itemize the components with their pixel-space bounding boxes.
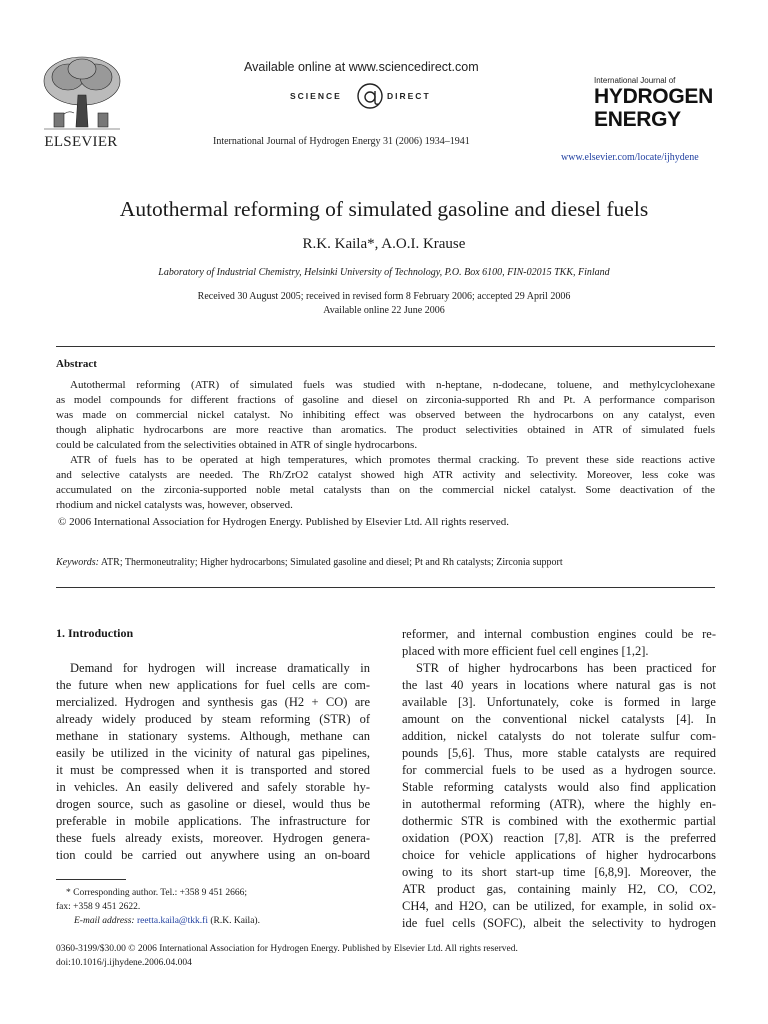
right-column-line: owing to its short start-up time [6,8,9]. Moreover, the (402, 865, 716, 879)
left-column-line: it must be compressed when it is transported and stored (56, 763, 370, 777)
available-online-notice[interactable]: Available online at www.sciencedirect.com (244, 60, 479, 74)
copyright-line: © 2006 International Association for Hydrogen Energy. Published by Elsevier Ltd. All rights reserved. (58, 516, 510, 528)
received-dates: Received 30 August 2005; received in revised form 8 February 2006; accepted 29 April 2006 (197, 291, 571, 302)
abstract-line: Autothermal reforming (ATR) of simulated fuels was studied with n-heptane, n-dodecane, toluene, and methylcyclohexane (70, 379, 715, 391)
section-heading: 1. Introduction (56, 626, 134, 640)
elsevier-tree-icon (40, 55, 124, 133)
right-column-line: the last 40 years in locations where natural gas is not (402, 678, 716, 692)
right-column-line: ide fuel cells (SOFC), albeit the selectivity to hydrogen (402, 916, 716, 930)
right-column-line: available [3]. Unfortunately, coke is formed in large (402, 695, 716, 709)
footnote-line: fax: +358 9 451 2622. (56, 902, 141, 912)
right-column-line: reformer, and internal combustion engines could be re- (402, 627, 716, 641)
email-label: E-mail address: (74, 916, 135, 926)
journal-citation: International Journal of Hydrogen Energy 31 (2006) 1934–1941 (213, 136, 470, 147)
journal-logo-line1: HYDROGEN (594, 85, 713, 108)
right-column-line: placed with more efficient fuel cell engines [1,2]. (402, 644, 649, 658)
right-column-line: STR of higher hydrocarbons has been practiced for (416, 661, 716, 675)
abstract-top-rule (56, 346, 715, 347)
right-column-line: Stable reforming catalysts would also find application (402, 780, 716, 794)
left-column-line: methane in stationary systems. Although, methane can (56, 729, 370, 743)
journal-logo (594, 76, 724, 136)
abstract-heading: Abstract (56, 358, 97, 370)
author-affiliation: Laboratory of Industrial Chemistry, Helsinki University of Technology, P.O. Box 6100, FIN-02015 TKK, Finland (158, 267, 610, 278)
left-column-line: preferable in mobile applications. The infrastructure for (56, 814, 370, 828)
abstract-line: and selective catalysts are needed. The Rh/ZrO2 catalyst showed high ATR activity and selectivity. Moreover, less coke was (56, 469, 715, 481)
footnote-email (74, 914, 260, 928)
right-column-line: pounds [5,6]. Thus, more stable catalysts are required (402, 746, 716, 760)
abstract-line: could be calculated from the selectivities obtained in ATR of single hydrocarbons. (56, 439, 418, 451)
abstract-bottom-rule (56, 587, 715, 588)
left-column-line: drogen source, such as gasoline or diesel, would thus be (56, 797, 370, 811)
abstract-line: though aliphatic hydrocarbons are more reactive than aromatics. The product selectivities obtained in ATR of simulated fuels (56, 424, 715, 436)
article-authors: R.K. Kaila*, A.O.I. Krause (302, 236, 466, 252)
left-column-line: already widely produced by steam reforming (STR) of (56, 712, 370, 726)
email-link[interactable]: reetta.kaila@tkk.fi (136, 916, 208, 926)
abstract-line: was made on commercial nickel catalyst. No inhibiting effect was observed between the hydrocarbons on any catalyst, even (56, 409, 715, 421)
issn-copyright: 0360-3199/$30.00 © 2006 International Association for Hydrogen Energy. Published by Elsevier Ltd. All rights reserved. (56, 944, 518, 954)
sciencedirect-logo (290, 82, 450, 110)
right-column-line: choice for vehicle applications of higher hydrocarbons (402, 848, 716, 862)
abstract-line: as model compounds for different fractions of gasoline and diesel on zirconia-supported Rh and Pt. A performance comparison (56, 394, 715, 406)
journal-logo-line2: ENERGY (594, 108, 681, 131)
left-column-line: easily be utilized in the vicinity of natural gas pipelines, (56, 746, 370, 760)
sciencedirect-at-icon (356, 82, 384, 110)
left-column-line: tion could be carried out anywhere using an on-board (56, 848, 370, 862)
footnote-line: * Corresponding author. Tel.: +358 9 451 2666; (66, 888, 248, 898)
right-column-line: CH4, and H2O, can be utilized, for example, in solid ox- (402, 899, 716, 913)
elsevier-logo (26, 55, 136, 153)
available-online-date: Available online 22 June 2006 (323, 305, 445, 316)
left-column-line: the future when new applications for fuel cells are com- (56, 678, 370, 692)
keywords-list: ATR; Thermoneutrality; Higher hydrocarbons; Simulated gasoline and diesel; Pt and Rh catalysts; Zirconia support (100, 557, 563, 568)
right-column-line: ATR product gas, containing mainly H2, CO, CO2, (402, 882, 716, 896)
right-column-line: in autothermal reforming (ATR), where the highly en- (402, 797, 716, 811)
right-column-line: amount on the conventional nickel catalysts [4]. In (402, 712, 716, 726)
keywords-label: Keywords: (56, 557, 99, 568)
left-column-line: Demand for hydrogen will increase dramatically in (70, 661, 370, 675)
right-column-line: addition, nickel catalysts do not tolerate sulfur com- (402, 729, 716, 743)
journal-logo-subtitle: International Journal of (594, 76, 676, 85)
journal-url-link[interactable]: www.elsevier.com/locate/ijhydene (561, 152, 699, 163)
abstract-line: ATR of fuels has to be operated at high temperatures, which promotes thermal cracking. To prevent these side reactions active (70, 454, 715, 466)
keywords (56, 557, 563, 568)
sciencedirect-right: DIRECT (387, 91, 431, 101)
right-column-line: oxidation (POX) reaction [7,8]. ATR is the preferred (402, 831, 716, 845)
abstract-line: rhodium and nickel catalysts was, however, observed. (56, 499, 293, 511)
right-column-line: for commercial fuels to be used as a hydrogen source. (402, 763, 716, 777)
email-suffix: (R.K. Kaila). (210, 916, 260, 926)
abstract-line: accumulated on the zirconia-supported noble metal catalysts than on the commercial nickel catalyst. Some deactivation of the (56, 484, 715, 496)
article-title: Autothermal reforming of simulated gasoline and diesel fuels (119, 197, 649, 221)
left-column-line: mercialized. Hydrogen and synthesis gas (H2 + CO) are (56, 695, 370, 709)
left-column-line: in vehicles. An easily delivered and safely storable hy- (56, 780, 370, 794)
elsevier-wordmark: ELSEVIER (44, 134, 118, 150)
doi[interactable]: doi:10.1016/j.ijhydene.2006.04.004 (56, 958, 192, 968)
footnote-rule (56, 879, 126, 880)
left-column-line: these fuels already exists, moreover. Hydrogen genera- (56, 831, 370, 845)
right-column-line: dothermic STR is combined with the exothermic partial (402, 814, 716, 828)
sciencedirect-left: SCIENCE (290, 91, 342, 101)
